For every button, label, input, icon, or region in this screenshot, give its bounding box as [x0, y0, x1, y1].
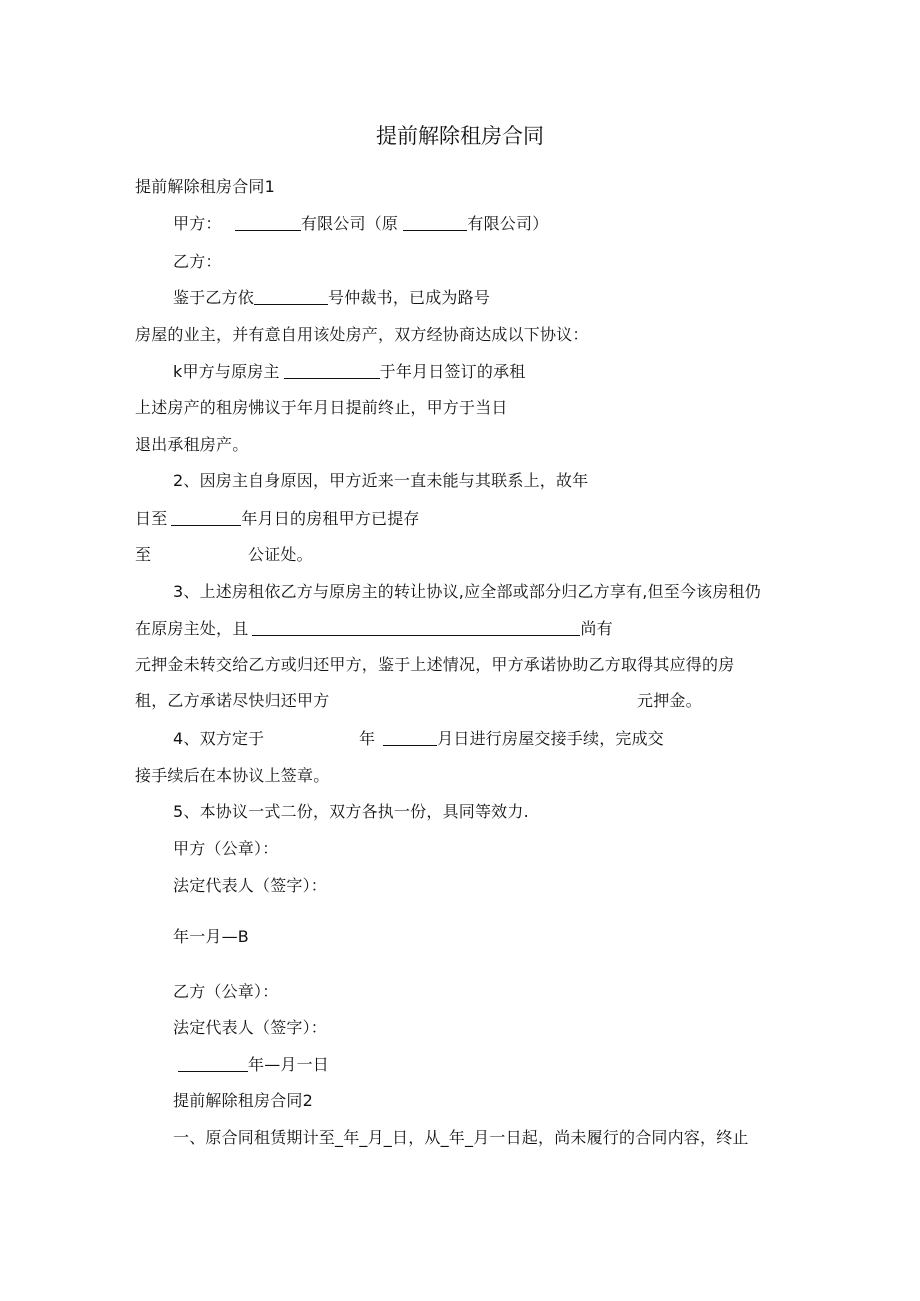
party-a-date: 年一月—B [173, 927, 249, 946]
clause3-line-2 [135, 618, 613, 640]
clause3-deposit: 元押金。 [637, 691, 702, 710]
blank-field [254, 288, 328, 305]
party-a-company: 有限公司（原 [300, 214, 399, 233]
party-a-former-company: 有限公司） [467, 214, 549, 233]
clause4-line-1: 4、双方定于 [173, 729, 265, 748]
clause4-line-2: 接手续后在本协议上签章。 [135, 766, 330, 785]
clause2-line-1: 2、因房主自身原因，甲方近来一直未能与其联系上，故年 [173, 471, 589, 490]
party-a-representative: 法定代表人（签字）： [173, 876, 328, 895]
clause3-line-1: 3、上述房租依乙方与原房主的转让协议,应全部或部分归乙方享有,但至今该房租仍 [173, 582, 761, 601]
clause-text: 年 [359, 729, 376, 748]
clause1-line-3: 退出承租房产。 [135, 435, 249, 454]
party-b-date: 年—月一日 [248, 1055, 330, 1074]
clause3-line-4: 租，乙方承诺尽快归还甲方 [135, 691, 330, 710]
blank-field [171, 509, 241, 526]
recital-text: 鉴于乙方依 [173, 288, 255, 307]
recital-line-2: 房屋的业主，并有意自用该处房产，双方经协商达成以下协议： [135, 325, 589, 344]
blank-field [403, 214, 467, 231]
clause-text: 月日进行房屋交接手续，完成交 [437, 729, 665, 748]
blank-field [235, 214, 301, 231]
party-b-representative: 法定代表人（签字）： [173, 1018, 328, 1037]
clause-text: 尚有 [580, 619, 613, 638]
party-b-line: 乙方： [173, 252, 222, 271]
party-b-seal: 乙方（公章）： [173, 982, 279, 1001]
clause3-line-3: 元押金未转交给乙方或归还甲方，鉴于上述情况，甲方承诺协助乙方取得其应得的房 [135, 655, 735, 674]
clause1-line-2: 上述房产的租房怫议于年月日提前终止，甲方于当日 [135, 398, 508, 417]
clause1-line-1 [173, 361, 525, 383]
blank-field [252, 619, 580, 636]
clause2-line-2 [135, 508, 420, 530]
document-title: 提前解除租房合同 [376, 124, 544, 148]
party-a-label: 甲方： [173, 214, 222, 233]
recital-line-1 [173, 287, 490, 309]
party-a-line [173, 213, 548, 235]
clause2-notary: 公证处。 [248, 545, 313, 564]
section2-clause1: 一、原合同租赁期计至_年_月_日，从_年_月一日起，尚未履行的合同内容，终止 [173, 1128, 749, 1147]
clause2-line-3: 至 [135, 545, 152, 564]
clause5-line-1: 5、本协议一式二份，双方各执一份，具同等效力. [173, 802, 529, 821]
clause-text: 年月日的房租甲方已提存 [241, 509, 420, 528]
clause4-line-1-cont [359, 728, 664, 750]
recital-text: 号仲裁书，已成为路号 [328, 288, 491, 307]
party-b-date-line [178, 1054, 329, 1076]
clause-text: 日至 [135, 509, 168, 528]
blank-field [284, 362, 380, 379]
section1-heading: 提前解除租房合同1 [135, 177, 275, 196]
clause-text: 在原房主处，且 [135, 619, 249, 638]
party-a-seal: 甲方（公章）： [173, 839, 279, 858]
clause-text: k甲方与原房主 [173, 362, 280, 381]
section2-heading: 提前解除租房合同2 [173, 1091, 313, 1110]
blank-field [178, 1055, 248, 1072]
clause-text: 于年月日签订的承租 [379, 362, 526, 381]
blank-field [383, 729, 437, 746]
